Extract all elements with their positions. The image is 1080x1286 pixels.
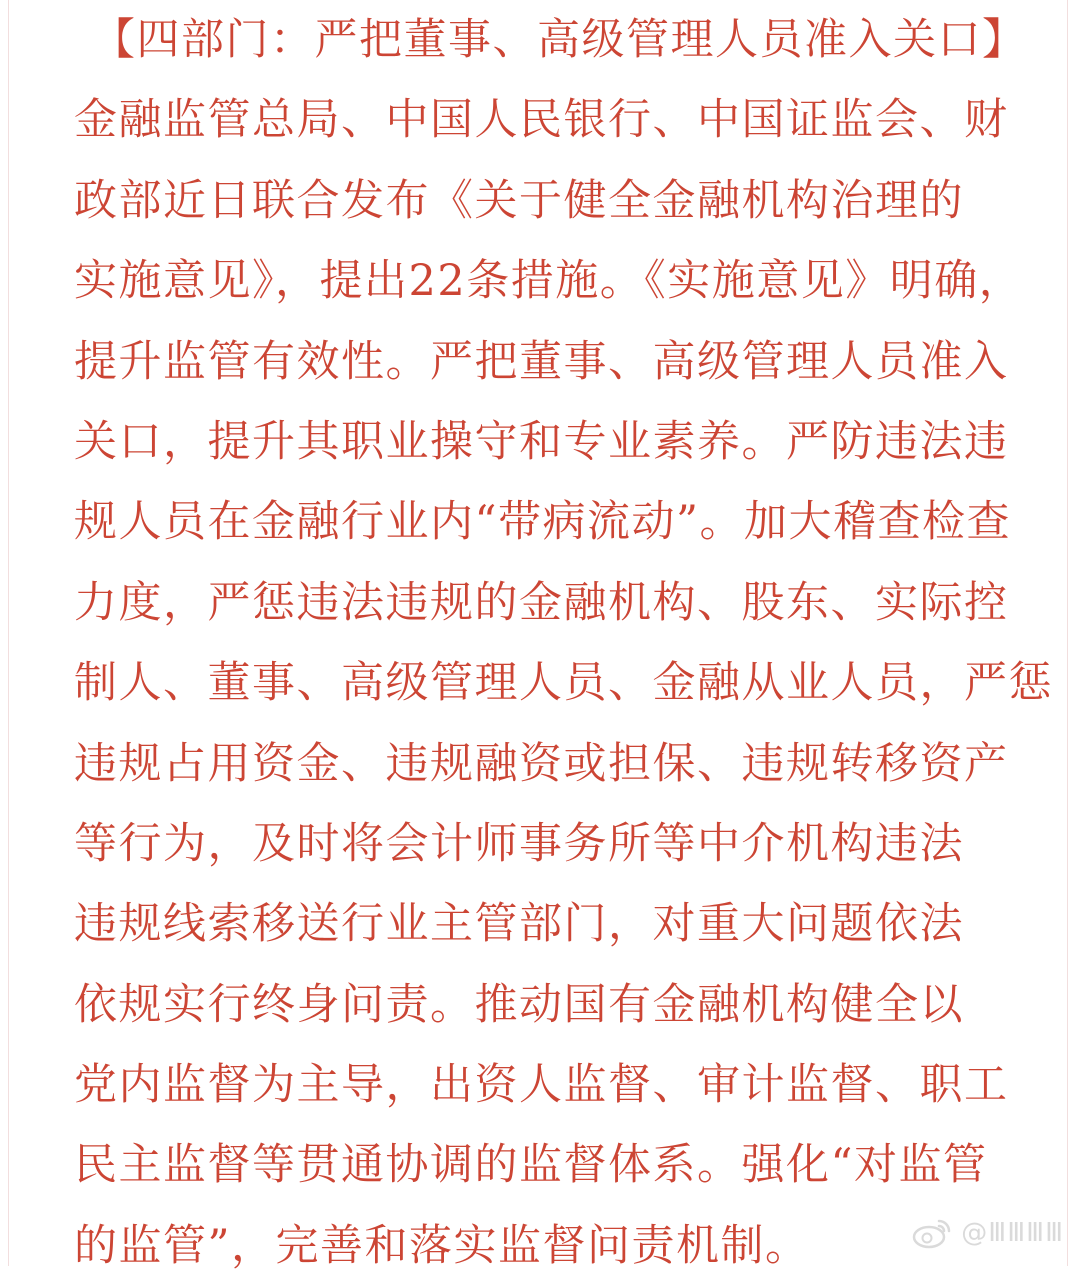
- article-line-12: 依规实行终身问责。推动国有金融机构健全以: [74, 979, 964, 1030]
- article-line-15: 的监管”，完善和落实监督问责机制。: [74, 1220, 810, 1271]
- article-line-9: 违规占用资金、违规融资或担保、违规转移资产: [74, 738, 1009, 789]
- article-line-3: 实施意见》，提出22条措施。《实施意见》明确，: [74, 256, 1024, 307]
- article-line-8: 制人、董事、高级管理人员、金融从业人员，严惩: [74, 658, 1053, 709]
- weibo-logo-icon: [911, 1216, 953, 1250]
- article-line-14: 民主监督等贯通协调的监督体系。强化“对监管: [74, 1140, 988, 1191]
- article-line-5: 关口，提升其职业操守和专业素养。严防违法违: [74, 416, 1009, 467]
- article-line-4: 提升监管有效性。严把董事、高级管理人员准入: [74, 336, 1009, 387]
- watermark-text: @ⅢⅢⅢⅢ: [961, 1218, 1064, 1248]
- article-line-2: 政部近日联合发布《关于健全金融机构治理的: [74, 175, 964, 226]
- article-line-10: 等行为，及时将会计师事务所等中介机构违法: [74, 818, 964, 869]
- article-line-11: 违规线索移送行业主管部门，对重大问题依法: [74, 899, 964, 950]
- article-line-1: 金融监管总局、中国人民银行、中国证监会、财: [74, 95, 1009, 146]
- article-line-13: 党内监督为主导，出资人监督、审计监督、职工: [74, 1060, 1009, 1111]
- article-body: [74, 0, 1054, 1286]
- article-line-7: 力度，严惩违法违规的金融机构、股东、实际控: [74, 577, 1009, 628]
- article-title: 【四部门：严把董事、高级管理人员准入关口】: [92, 15, 1027, 65]
- article-line-6: 规人员在金融行业内“带病流动”。加大稽查检查: [74, 497, 1011, 548]
- watermark: [911, 1216, 1064, 1250]
